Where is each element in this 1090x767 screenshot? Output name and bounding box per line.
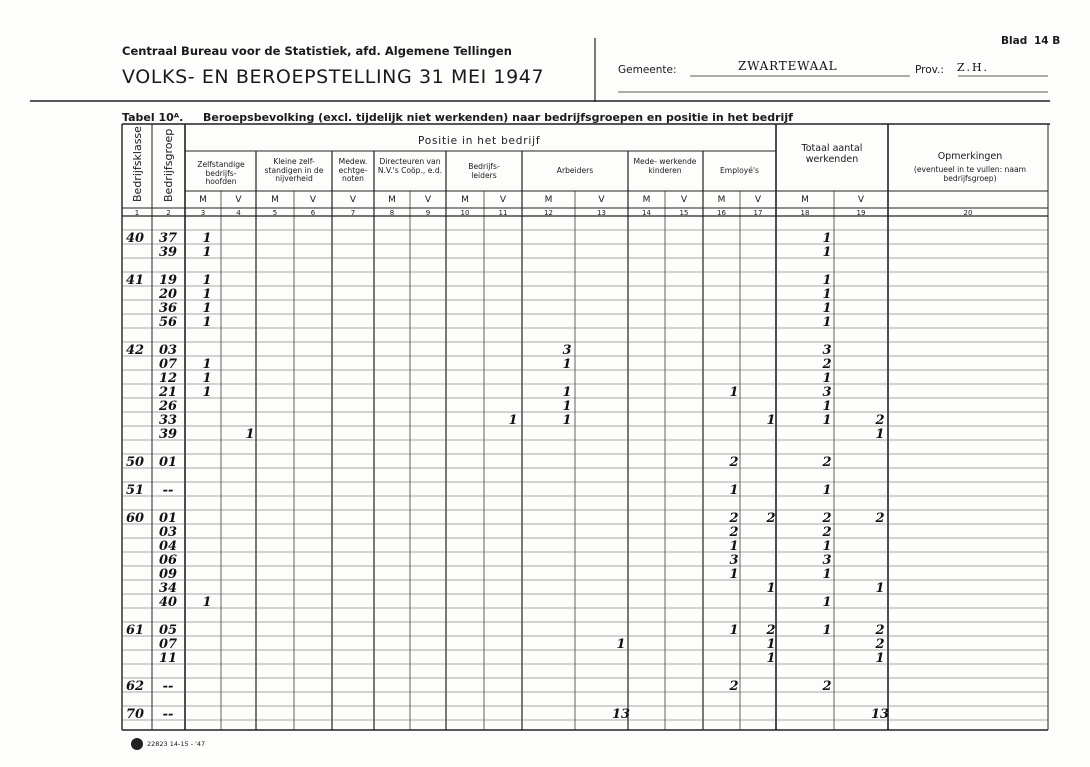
count-cell: 1 <box>822 245 832 260</box>
tabel-number: Tabel 10ᴬ. <box>122 111 184 124</box>
colnum: 5 <box>272 209 278 217</box>
colnum: 14 <box>642 209 651 217</box>
colnum: 10 <box>460 209 470 217</box>
v-label: V <box>424 195 432 205</box>
count-cell: 3 <box>822 385 832 400</box>
cbs-logo <box>131 738 143 750</box>
bedrijfsklasse-cell: 62 <box>125 679 145 694</box>
v-label: V <box>309 195 317 205</box>
count-cell: 1 <box>202 385 212 400</box>
count-cell: 1 <box>822 539 832 554</box>
count-cell: 1 <box>729 567 739 582</box>
bedrijfsgroep-cell: 04 <box>158 539 178 554</box>
count-cell: 2 <box>822 511 832 526</box>
m-label: M <box>461 195 469 205</box>
header-totaal: Totaal aantal werkenden <box>801 143 863 166</box>
count-cell: 1 <box>202 371 212 386</box>
blad-value: 14 B <box>1034 35 1061 47</box>
count-cell: 2 <box>875 413 885 428</box>
header-zelfstandige: Zelfstandige bedrijfs- hoofden <box>197 160 245 187</box>
bedrijfsklasse-cell: 40 <box>125 231 145 246</box>
count-cell: 1 <box>202 287 212 302</box>
bedrijfsklasse-cell: 41 <box>125 273 145 288</box>
count-cell: 1 <box>822 315 832 330</box>
bedrijfsgroep-cell: 01 <box>158 511 178 526</box>
count-cell: 1 <box>202 301 212 316</box>
bedrijfsgroep-cell: 40 <box>158 595 178 610</box>
bedrijfsgroep-cell: 12 <box>158 371 178 386</box>
count-cell: 1 <box>729 483 739 498</box>
bedrijfsgroep-cell: 39 <box>158 245 178 260</box>
colnum: 4 <box>236 209 241 217</box>
bedrijfsgroep-cell: 21 <box>158 385 178 400</box>
count-cell: 1 <box>616 637 626 652</box>
header-bedrijfsleiders: Bedrijfs- leiders <box>468 162 500 180</box>
header-employes: Employé's <box>720 166 759 175</box>
count-cell: 1 <box>202 357 212 372</box>
colnum: 9 <box>425 209 431 217</box>
colnum: 13 <box>597 209 606 217</box>
bedrijfsgroep-cell: 34 <box>158 581 178 596</box>
count-cell: 1 <box>822 273 832 288</box>
colnum: 15 <box>679 209 689 217</box>
count-cell: 2 <box>729 525 739 540</box>
header-opmerkingen-sub: (eventueel in te vullen: naam bedrijfsgroep) <box>913 165 1027 183</box>
count-cell: 1 <box>822 231 832 246</box>
header-opmerkingen: Opmerkingen <box>937 151 1003 162</box>
bedrijfsgroep-cell: 09 <box>158 567 178 582</box>
count-cell: 1 <box>822 287 832 302</box>
count-cell: 1 <box>822 371 832 386</box>
header-medew-echtgenoten: Medew. echtge- noten <box>338 157 368 184</box>
bedrijfsgroep-cell: -- <box>162 707 174 722</box>
header-directeuren: Directeuren van N.V.'s Coöp., e.d. <box>377 157 443 175</box>
v-label: V <box>499 195 507 205</box>
count-cell: 2 <box>729 455 739 470</box>
count-cell: 1 <box>729 539 739 554</box>
header-kleine-zelfstandigen: Kleine zelf- standigen in de nijverheid <box>264 157 324 184</box>
count-cell: 1 <box>875 581 885 596</box>
v-label: V <box>349 195 357 205</box>
count-cell: 1 <box>822 623 832 638</box>
bedrijfsgroep-cell: 03 <box>158 343 178 358</box>
colnum: 1 <box>134 209 140 217</box>
count-cell: 1 <box>202 315 212 330</box>
m-label: M <box>717 195 726 205</box>
count-cell: 2 <box>766 623 776 638</box>
count-cell: 2 <box>822 679 832 694</box>
count-cell: 13 <box>871 707 890 722</box>
prov-value: Z.H. <box>957 61 990 74</box>
count-cell: 1 <box>202 273 212 288</box>
bedrijfsgroep-cell: 07 <box>158 637 178 652</box>
gemeente-value: ZWARTEWAAL <box>738 59 838 73</box>
colnum: 18 <box>800 209 810 217</box>
count-cell: 1 <box>562 385 572 400</box>
count-cell: 1 <box>202 231 212 246</box>
bedrijfsgroep-cell: 37 <box>158 231 178 246</box>
colnum: 3 <box>200 209 206 217</box>
count-cell: 1 <box>822 301 832 316</box>
count-cell: 2 <box>822 357 832 372</box>
colnum: 17 <box>753 209 763 217</box>
bedrijfsgroep-cell: 11 <box>158 651 178 666</box>
tabel-title: Beroepsbevolking (excl. tijdelijk niet werkenden) naar bedrijfsgroepen en positie in het bedrijf <box>203 111 793 124</box>
count-cell: 1 <box>766 581 776 596</box>
colnum: 6 <box>310 209 316 217</box>
count-cell: 1 <box>508 413 518 428</box>
m-label: M <box>642 195 651 205</box>
header-medewerkende-kinderen: Mede- werkende kinderen <box>633 157 697 175</box>
count-cell: 13 <box>612 707 631 722</box>
colnum: 11 <box>498 209 508 217</box>
count-cell: 1 <box>822 595 832 610</box>
count-cell: 2 <box>729 679 739 694</box>
colnum: 16 <box>717 209 726 217</box>
count-cell: 1 <box>562 357 572 372</box>
count-cell: 2 <box>729 511 739 526</box>
bedrijfsklasse-cell: 60 <box>125 511 145 526</box>
bedrijfsgroep-cell: -- <box>162 483 174 498</box>
count-cell: 2 <box>822 455 832 470</box>
colnum: 12 <box>544 209 553 217</box>
bedrijfsklasse-cell: 61 <box>125 623 145 638</box>
count-cell: 2 <box>875 637 885 652</box>
count-cell: 1 <box>766 413 776 428</box>
count-cell: 1 <box>729 623 739 638</box>
bedrijfsklasse-cell: 50 <box>125 455 145 470</box>
bedrijfsgroep-cell: 26 <box>158 399 178 414</box>
v-label: V <box>598 195 605 205</box>
m-label: M <box>801 195 809 205</box>
count-cell: 2 <box>875 511 885 526</box>
m-label: M <box>271 195 279 205</box>
count-cell: 3 <box>822 343 832 358</box>
bedrijfsgroep-cell: 06 <box>158 553 178 568</box>
count-cell: 1 <box>202 245 212 260</box>
blad-label: Blad <box>1001 35 1028 47</box>
bedrijfsgroep-cell: 01 <box>158 455 178 470</box>
bedrijfsgroep-cell: 36 <box>158 301 178 316</box>
colnum: 19 <box>856 209 866 217</box>
colnum: 20 <box>963 209 973 217</box>
count-cell: 1 <box>245 427 255 442</box>
count-cell: 2 <box>875 623 885 638</box>
count-cell: 1 <box>766 651 776 666</box>
count-cell: 1 <box>562 399 572 414</box>
bedrijfsklasse-cell: 42 <box>125 343 145 358</box>
count-cell: 1 <box>822 413 832 428</box>
count-cell: 1 <box>729 385 739 400</box>
count-cell: 1 <box>766 637 776 652</box>
bedrijfsklasse-cell: 51 <box>125 483 145 498</box>
colnum: 8 <box>389 209 395 217</box>
bedrijfsgroep-cell: 20 <box>158 287 178 302</box>
positie-header: Positie in het bedrijf <box>418 135 541 147</box>
count-cell: 3 <box>562 343 572 358</box>
bedrijfsgroep-cell: 56 <box>158 315 178 330</box>
form-title: VOLKS- EN BEROEPSTELLING 31 MEI 1947 <box>122 66 545 88</box>
col-bedrijfsklasse: Bedrijfsklasse <box>131 126 144 202</box>
m-label: M <box>388 195 396 205</box>
count-cell: 2 <box>822 525 832 540</box>
count-cell: 1 <box>875 651 885 666</box>
v-label: V <box>235 195 242 205</box>
col-bedrijfsgroep: Bedrijfsgroep <box>162 128 175 202</box>
bedrijfsgroep-cell: 39 <box>158 427 178 442</box>
count-cell: 1 <box>202 595 212 610</box>
header-arbeiders: Arbeiders <box>556 166 594 175</box>
print-code: 22823 14-15 - '47 <box>147 740 206 748</box>
colnum: 7 <box>350 209 356 217</box>
bedrijfsgroep-cell: 05 <box>158 623 178 638</box>
count-cell: 3 <box>822 553 832 568</box>
count-cell: 1 <box>822 483 832 498</box>
bedrijfsgroep-cell: 33 <box>158 413 178 428</box>
v-label: V <box>680 195 688 205</box>
bedrijfsgroep-cell: 19 <box>158 273 178 288</box>
count-cell: 3 <box>729 553 739 568</box>
colnum: 2 <box>166 209 171 217</box>
bedrijfsgroep-cell: 07 <box>158 357 178 372</box>
count-cell: 1 <box>822 567 832 582</box>
gemeente-label: Gemeente: <box>618 64 677 76</box>
bedrijfsgroep-cell: 03 <box>158 525 178 540</box>
m-label: M <box>199 195 207 205</box>
bedrijfsgroep-cell: -- <box>162 679 174 694</box>
count-cell: 1 <box>822 399 832 414</box>
v-label: V <box>857 195 865 205</box>
prov-label: Prov.: <box>915 64 944 76</box>
count-cell: 2 <box>766 511 776 526</box>
v-label: V <box>754 195 762 205</box>
bureau-line: Centraal Bureau voor de Statistiek, afd. Algemene Tellingen <box>122 44 512 58</box>
bedrijfsklasse-cell: 70 <box>125 707 145 722</box>
count-cell: 1 <box>875 427 885 442</box>
count-cell: 1 <box>562 413 572 428</box>
m-label: M <box>544 195 553 205</box>
